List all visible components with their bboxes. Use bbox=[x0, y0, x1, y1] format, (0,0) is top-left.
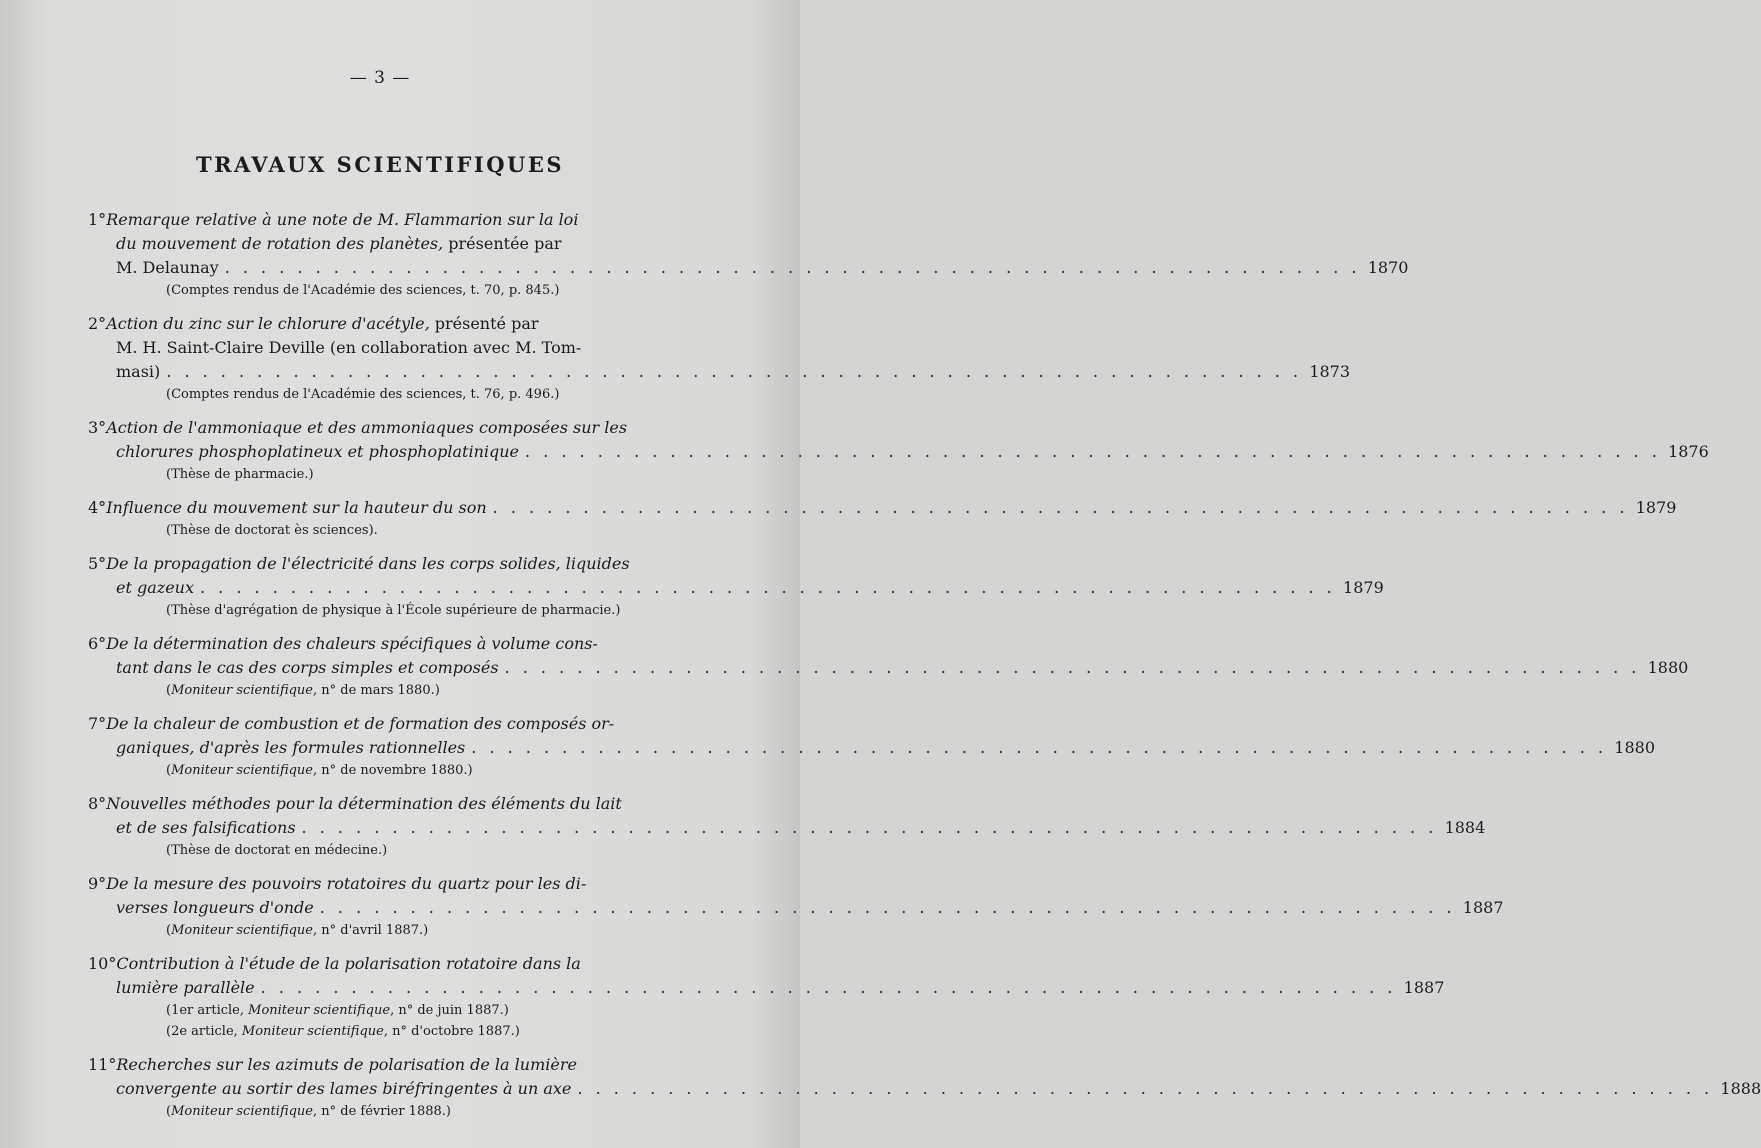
dot-leader: . . . . . . . . . . . . . . . . . . . . . . . . . . . . . . . . . . . . . . . . . . . . . . . . . . . . . . . . . . . . . . . bbox=[319, 898, 1456, 917]
dot-leader: . . . . . . . . . . . . . . . . . . . . . . . . . . . . . . . . . . . . . . . . . . . . . . . . . . . . . . . . . . . . . . . bbox=[492, 498, 1629, 517]
entry-number: 7° bbox=[88, 714, 107, 733]
entry-title-line bbox=[88, 208, 678, 232]
entry-title: Remarque relative à une note de M. Flammarion sur la loi bbox=[106, 210, 579, 229]
entry-number: 4° bbox=[88, 498, 107, 517]
entry-source: (2e article, Moniteur scientifique, n° d'octobre 1887.) bbox=[166, 1024, 520, 1039]
entry-title-line bbox=[88, 552, 678, 576]
entry-title: De la chaleur de combustion et de formation des composés or- bbox=[106, 714, 615, 733]
entry-title-line bbox=[88, 312, 678, 336]
entry-title: et gazeux bbox=[116, 578, 194, 597]
entry-year: 1887 bbox=[1403, 978, 1445, 997]
journal-name: Moniteur scientifique bbox=[248, 1003, 391, 1018]
entry-last-line bbox=[88, 256, 1409, 280]
entry-plain-line: M. H. Saint-Claire Deville (en collaboration avec M. Tom- bbox=[116, 338, 582, 357]
entry-title-line bbox=[88, 952, 678, 976]
entry-year: 1879 bbox=[1343, 578, 1384, 597]
entry-source: (1er article, Moniteur scientifique, n° de juin 1887.) bbox=[166, 1003, 509, 1018]
entry-presenter: M. Delaunay bbox=[116, 258, 219, 277]
page-heading: TRAVAUX SCIENTIFIQUES bbox=[195, 152, 565, 177]
entry-title: tant dans le cas des corps simples et composés bbox=[116, 658, 499, 677]
journal-name: Moniteur scientifique bbox=[171, 923, 313, 938]
publication-entry bbox=[88, 632, 1689, 701]
entry-title: Recherches sur les azimuts de polarisation de la lumière bbox=[116, 1055, 577, 1074]
publication-entry bbox=[88, 552, 1384, 621]
entry-source: (Comptes rendus de l'Académie des sciences, t. 76, p. 496.) bbox=[166, 387, 560, 402]
entry-number: 11° bbox=[88, 1055, 117, 1074]
entry-last-line bbox=[88, 576, 1384, 600]
entry-last-line bbox=[88, 896, 1504, 920]
entry-title: Action du zinc sur le chlorure d'acétyle, bbox=[106, 314, 430, 333]
publication-entry bbox=[88, 416, 1709, 485]
entry-title: Influence du mouvement sur la hauteur du son bbox=[106, 498, 487, 517]
entry-title-line bbox=[88, 496, 487, 520]
entry-last-line bbox=[88, 816, 1486, 840]
dot-leader: . . . . . . . . . . . . . . . . . . . . . . . . . . . . . . . . . . . . . . . . . . . . . . . . . . . . . . . . . . . . . . . bbox=[166, 362, 1303, 381]
entry-title-line bbox=[88, 416, 678, 440]
entry-source: (Moniteur scientifique, n° de mars 1880.) bbox=[166, 683, 440, 698]
entry-year: 1879 bbox=[1635, 498, 1677, 517]
entry-source: (Thèse d'agrégation de physique à l'École supérieure de pharmacie.) bbox=[166, 603, 621, 618]
entry-title: et de ses falsifications bbox=[116, 818, 296, 837]
entry-title-line bbox=[88, 632, 678, 656]
entry-number: 3° bbox=[88, 418, 107, 437]
entry-last-line bbox=[88, 976, 1445, 1000]
journal-name: Moniteur scientifique bbox=[171, 1104, 313, 1119]
entry-title: Action de l'ammoniaque et des ammoniaques composées sur les bbox=[106, 418, 628, 437]
dot-leader: . . . . . . . . . . . . . . . . . . . . . . . . . . . . . . . . . . . . . . . . . . . . . . . . . . . . . . . . . . . . . . . bbox=[301, 818, 1438, 837]
publication-entry bbox=[88, 872, 1504, 941]
dot-leader: . . . . . . . . . . . . . . . . . . . . . . . . . . . . . . . . . . . . . . . . . . . . . . . . . . . . . . . . . . . . . . . bbox=[577, 1079, 1714, 1098]
journal-name: Moniteur scientifique bbox=[241, 1024, 384, 1039]
entry-title: du mouvement de rotation des planètes, bbox=[116, 234, 444, 253]
entry-title: lumière parallèle bbox=[116, 978, 255, 997]
entry-year: 1873 bbox=[1309, 362, 1351, 381]
page-number: — 3 — bbox=[349, 68, 411, 88]
entry-title: De la mesure des pouvoirs rotatoires du quartz pour les di- bbox=[106, 874, 587, 893]
publication-entry bbox=[88, 952, 1445, 1042]
entry-number: 8° bbox=[88, 794, 107, 813]
entry-title-line bbox=[88, 1053, 678, 1077]
entry-year: 1884 bbox=[1444, 818, 1486, 837]
entry-number: 1° bbox=[88, 210, 107, 229]
entry-last-line bbox=[88, 440, 1709, 464]
entry-year: 1887 bbox=[1462, 898, 1504, 917]
entry-presenter-text: présenté par bbox=[429, 314, 539, 333]
publication-entry bbox=[88, 712, 1655, 781]
entry-source: (Thèse de doctorat en médecine.) bbox=[166, 843, 388, 858]
dot-leader: . . . . . . . . . . . . . . . . . . . . . . . . . . . . . . . . . . . . . . . . . . . . . . . . . . . . . . . . . . . . . . . bbox=[504, 658, 1641, 677]
entry-title: De la détermination des chaleurs spécifiques à volume cons- bbox=[106, 634, 598, 653]
publication-entry bbox=[88, 312, 1351, 405]
entry-year: 1870 bbox=[1367, 258, 1409, 277]
entry-source: (Comptes rendus de l'Académie des sciences, t. 70, p. 845.) bbox=[166, 283, 560, 298]
entry-presenter-text: présentée par bbox=[443, 234, 562, 253]
entry-source: (Thèse de pharmacie.) bbox=[166, 467, 314, 482]
entry-title: chlorures phosphoplatineux et phosphoplatinique bbox=[116, 442, 520, 461]
dot-leader: . . . . . . . . . . . . . . . . . . . . . . . . . . . . . . . . . . . . . . . . . . . . . . . . . . . . . . . . . . . . . . . bbox=[525, 442, 1661, 461]
entry-title-line bbox=[88, 792, 678, 816]
journal-name: Moniteur scientifique bbox=[171, 763, 313, 778]
entry-title: verses longueurs d'onde bbox=[116, 898, 314, 917]
entry-source: (Moniteur scientifique, n° de février 1888.) bbox=[166, 1104, 451, 1119]
entry-number: 10° bbox=[88, 954, 117, 973]
entry-year: 1888 bbox=[1720, 1079, 1761, 1098]
entry-source: (Thèse de doctorat ès sciences). bbox=[166, 523, 378, 538]
publication-entry bbox=[88, 1053, 1761, 1122]
entry-last-line bbox=[88, 496, 1677, 520]
publication-entry bbox=[88, 792, 1486, 861]
entry-title: ganiques, d'après les formules rationnelles bbox=[116, 738, 466, 757]
entry-last-line bbox=[88, 736, 1655, 760]
entry-year: 1876 bbox=[1668, 442, 1709, 461]
dot-leader: . . . . . . . . . . . . . . . . . . . . . . . . . . . . . . . . . . . . . . . . . . . . . . . . . . . . . . . . . . . . . . . bbox=[260, 978, 1397, 997]
journal-name: Moniteur scientifique bbox=[171, 683, 313, 698]
entry-last-line bbox=[88, 1077, 1761, 1101]
entry-source: (Moniteur scientifique, n° d'avril 1887.) bbox=[166, 923, 429, 938]
entry-title: Contribution à l'étude de la polarisation rotatoire dans la bbox=[116, 954, 581, 973]
entry-title-line bbox=[88, 712, 678, 736]
dot-leader: . . . . . . . . . . . . . . . . . . . . . . . . . . . . . . . . . . . . . . . . . . . . . . . . . . . . . . . . . . . . . . . bbox=[471, 738, 1607, 757]
entry-title: convergente au sortir des lames biréfringentes à un axe bbox=[116, 1079, 572, 1098]
entry-title: De la propagation de l'électricité dans les corps solides, liquides bbox=[106, 554, 630, 573]
entry-number: 9° bbox=[88, 874, 107, 893]
publication-entry bbox=[88, 208, 1409, 301]
dot-leader: . . . . . . . . . . . . . . . . . . . . . . . . . . . . . . . . . . . . . . . . . . . . . . . . . . . . . . . . . . . . . . . bbox=[224, 258, 1361, 277]
entry-last-line bbox=[88, 656, 1689, 680]
publication-list bbox=[88, 208, 1761, 1133]
entry-presenter: masi) bbox=[116, 362, 161, 381]
entry-title-line bbox=[88, 872, 678, 896]
entry-year: 1880 bbox=[1614, 738, 1655, 757]
dot-leader: . . . . . . . . . . . . . . . . . . . . . . . . . . . . . . . . . . . . . . . . . . . . . . . . . . . . . . . . . . . . . . . bbox=[200, 578, 1336, 597]
entry-number: 6° bbox=[88, 634, 107, 653]
entry-year: 1880 bbox=[1647, 658, 1689, 677]
entry-number: 2° bbox=[88, 314, 107, 333]
entry-source: (Moniteur scientifique, n° de novembre 1880.) bbox=[166, 763, 473, 778]
entry-title-line bbox=[88, 232, 678, 256]
entry-number: 5° bbox=[88, 554, 107, 573]
entry-title: Nouvelles méthodes pour la détermination des éléments du lait bbox=[106, 794, 622, 813]
entry-last-line bbox=[88, 360, 1351, 384]
publication-entry bbox=[88, 496, 1677, 541]
